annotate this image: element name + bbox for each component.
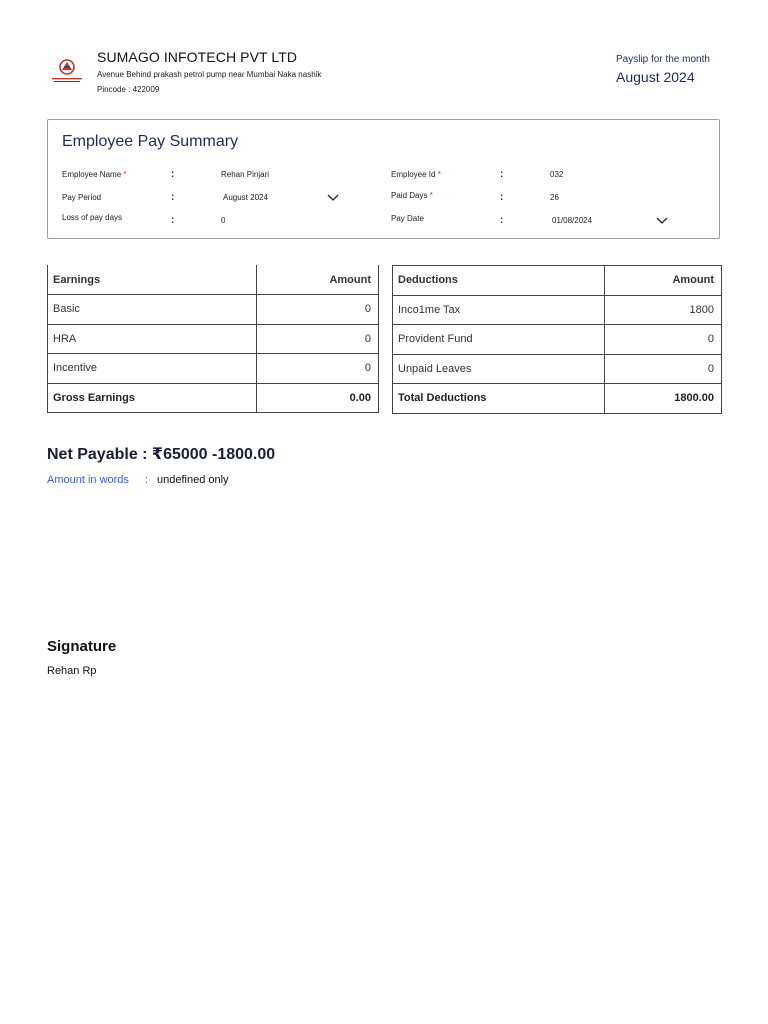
- deduction-amount: 0: [605, 354, 722, 384]
- summary-title: Employee Pay Summary: [62, 133, 239, 150]
- company-name: SUMAGO INFOTECH PVT LTD: [97, 49, 298, 65]
- table-row: [393, 354, 722, 384]
- gross-earnings-amount: 0.00: [256, 383, 378, 413]
- amount-in-words-value: undefined only: [157, 474, 229, 486]
- pay-period-select[interactable]: [221, 188, 343, 204]
- employee-pay-summary: [47, 119, 720, 239]
- earnings-header: Earnings: [48, 265, 257, 295]
- pay-date-value: 01/08/2024: [552, 216, 593, 225]
- table-row: [48, 354, 379, 384]
- signature-name: Rehan Rp: [47, 665, 97, 677]
- colon: :: [171, 215, 175, 226]
- table-header-row: [393, 266, 722, 296]
- colon: :: [171, 169, 175, 180]
- pay-period-label: Pay Period: [62, 193, 102, 202]
- total-deductions-label: Total Deductions: [393, 384, 605, 414]
- loss-of-pay-days-label: Loss of pay days: [62, 213, 123, 222]
- table-row: [393, 295, 722, 325]
- payslip-label: Payslip for the month: [616, 54, 710, 65]
- amount-header: Amount: [605, 266, 722, 296]
- table-total-row: [393, 384, 722, 414]
- employee-id-label: Employee Id *: [391, 170, 441, 179]
- colon: :: [500, 192, 504, 203]
- pay-date-select[interactable]: [550, 211, 672, 227]
- employee-id-value: 032: [550, 170, 564, 179]
- table-row: [393, 325, 722, 355]
- gross-earnings-label: Gross Earnings: [48, 383, 257, 413]
- earning-label: HRA: [48, 324, 257, 354]
- pay-period-value: August 2024: [223, 193, 268, 202]
- deduction-label: Unpaid Leaves: [393, 354, 605, 384]
- earning-amount: 0: [256, 354, 378, 384]
- earning-amount: 0: [256, 324, 378, 354]
- loss-of-pay-days-value: 0: [221, 216, 226, 225]
- employee-name-label: Employee Name *: [62, 170, 127, 179]
- earning-label: Incentive: [48, 354, 257, 384]
- company-logo-icon: [50, 58, 84, 84]
- chevron-down-icon: [656, 217, 668, 225]
- deduction-label: Inco1me Tax: [393, 295, 605, 325]
- employee-name-value: Rehan Pinjari: [221, 170, 270, 179]
- colon: :: [500, 169, 504, 180]
- earning-amount: 0: [256, 295, 378, 325]
- amount-header: Amount: [256, 265, 378, 295]
- table-row: [48, 324, 379, 354]
- deduction-label: Provident Fund: [393, 325, 605, 355]
- chevron-down-icon: [327, 194, 339, 202]
- colon: :: [145, 474, 149, 486]
- colon: :: [500, 215, 504, 226]
- deduction-amount: 0: [605, 325, 722, 355]
- deductions-table: [392, 265, 722, 414]
- company-address: Avenue Behind prakash petrol pump near Mumbai Naka nashik: [97, 70, 322, 79]
- net-payable: Net Payable : ₹65000 -1800.00: [47, 446, 276, 463]
- paid-days-value: 26: [550, 193, 559, 202]
- amount-in-words-label: Amount in words: [47, 474, 129, 486]
- earning-label: Basic: [48, 295, 257, 325]
- signature-title: Signature: [47, 638, 117, 655]
- table-header-row: [48, 265, 379, 295]
- table-row: [48, 295, 379, 325]
- pay-date-label: Pay Date: [391, 214, 424, 223]
- earnings-table: [47, 265, 379, 413]
- deductions-header: Deductions: [393, 266, 605, 296]
- deduction-amount: 1800: [605, 295, 722, 325]
- paid-days-label: Paid Days *: [391, 191, 433, 200]
- company-pincode: Pincode : 422009: [97, 85, 160, 94]
- colon: :: [171, 192, 175, 203]
- payslip-month: August 2024: [616, 69, 695, 85]
- total-deductions-amount: 1800.00: [605, 384, 722, 414]
- table-total-row: [48, 383, 379, 413]
